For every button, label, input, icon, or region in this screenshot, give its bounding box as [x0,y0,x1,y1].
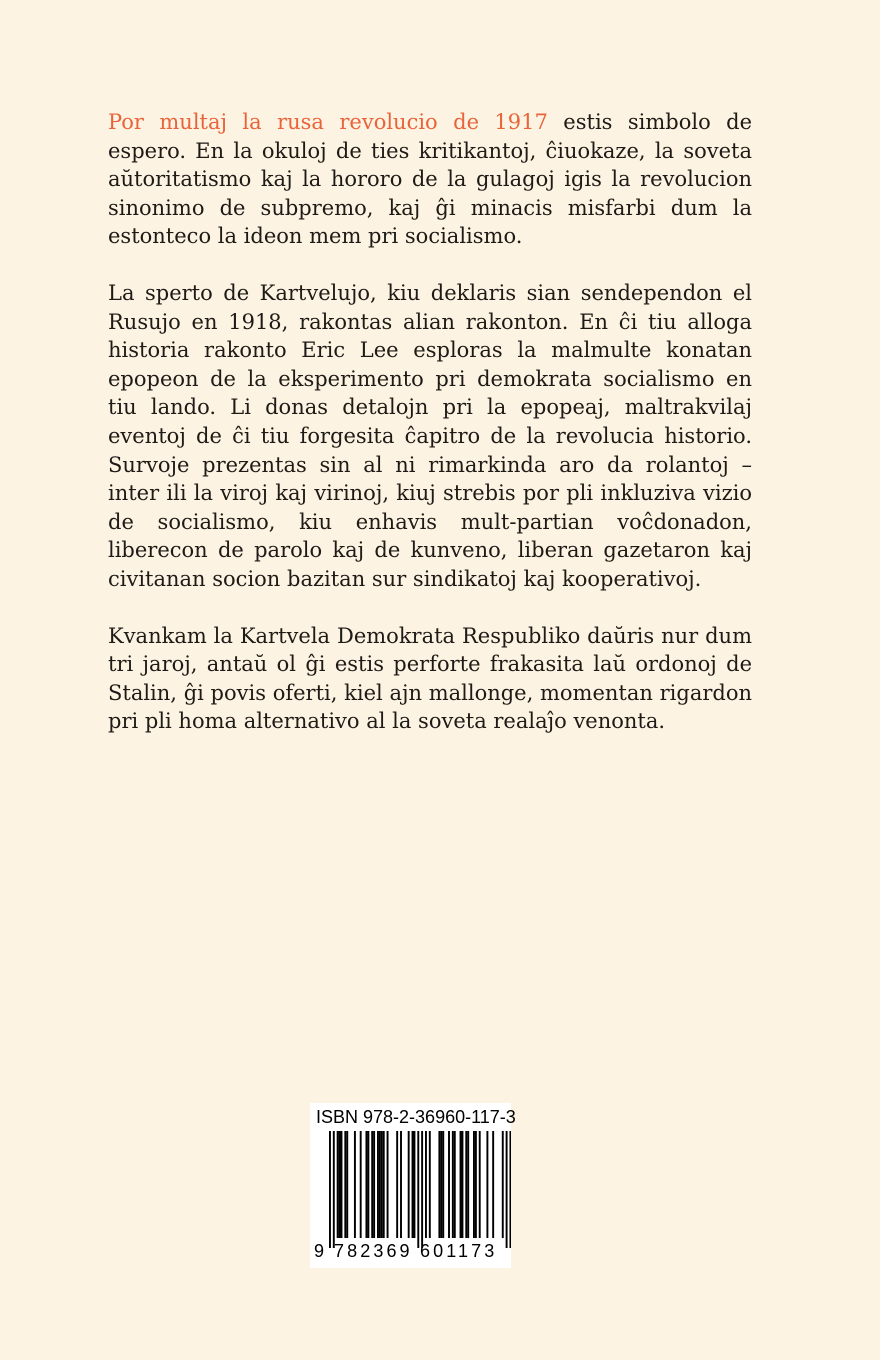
barcode-bar [460,1131,462,1238]
barcode-bar [383,1131,385,1238]
barcode-guard-bar [421,1131,423,1248]
barcode-lead-digit: 9 [314,1241,325,1261]
barcode-bar [360,1131,362,1238]
blurb-paragraph-3: Kvankam la Kartvela Demokrata Respubliko daŭris nur dum tri jaroj, antaŭ ol ĝi estis perforte frakasita laŭ ordonoj de Stalin, ĝi povis oferti, kiel ajn mallonge, momentan rigardon pri pli homa alternativo al la soveta realaĵo venonta. [108,623,752,734]
barcode-bar [438,1131,440,1238]
blurb-highlight: Por multaj la rusa revolucio de 1917 [108,110,548,134]
barcode-guard-bar [333,1131,335,1248]
barcode-bar [396,1131,398,1238]
barcode-bar [346,1131,348,1238]
barcode-guard-bar [509,1131,511,1248]
barcode-bar [412,1131,414,1238]
barcode-bar [341,1131,343,1238]
barcode-bar [413,1131,415,1238]
barcode-bar [367,1131,369,1238]
barcode-bar [365,1131,367,1238]
barcode-bar [344,1131,346,1238]
barcode-guard-bar [329,1131,331,1248]
barcode-bar [354,1131,356,1238]
barcode-bar [473,1131,475,1238]
barcode-bar [448,1131,450,1238]
barcode-bar [377,1131,379,1238]
blurb-paragraph-1-rest: estis simbolo de espero. En la okuloj de ties kritikantoj, ĉiuokaze, la soveta aŭtoritatismo kaj la hororo de la gulagoj igis la revolucion sinonimo de subpremo, kaj ĝi minacis misfarbi dum la estonteco la ideon mem pri socialismo. [108,110,752,249]
barcode-guard-bar [506,1131,508,1248]
barcode-bar [475,1131,477,1238]
barcode-bar [379,1131,381,1238]
blurb-text [108,108,752,764]
barcode-bar [442,1131,444,1238]
barcode-bar [381,1131,383,1238]
barcode-bar [465,1131,467,1238]
barcode-bar [339,1131,341,1238]
barcode-bar [408,1131,410,1238]
barcode-bar [486,1131,488,1238]
barcode-bar [440,1131,442,1238]
barcode-bar [502,1131,504,1238]
barcode-box [310,1103,516,1268]
barcode-bar [373,1131,375,1238]
barcode-bar [337,1131,339,1238]
barcode-bar [371,1131,373,1238]
barcode-bar [492,1131,494,1238]
barcode-bar [429,1131,431,1238]
barcode-bar [387,1131,389,1238]
blurb-paragraph-1 [108,108,752,251]
barcode-bar [461,1131,463,1238]
barcode-bar [467,1131,469,1238]
barcode-left-digits: 782369 [334,1241,413,1261]
barcode-right-digits: 601173 [420,1241,498,1261]
isbn-label: ISBN 978-2-36960-117-3 [316,1107,516,1127]
barcode-bar [400,1131,402,1238]
barcode-bar [479,1131,481,1238]
barcode-guard-bar [417,1131,419,1248]
barcode-bar [454,1131,456,1238]
barcode-bar [425,1131,427,1238]
barcode-bar [452,1131,454,1238]
blurb-paragraph-2: La sperto de Kartvelujo, kiu deklaris sian sendependon el Rusujo en 1918, rakontas alian rakonton. En ĉi tiu alloga historia rakonto Eric Lee esploras la malmulte konatan epopeon de la eksperimento pri demokrata socialismo en tiu lando. Li donas detalojn pri la epopeaj, maltrakvilaj eventoj de ĉi tiu forgesita ĉapitro de la revolucia historio. Survoje prezentas sin al ni rimarkinda aro da rolantoj – inter ili la viroj kaj virinoj, kiuj strebis por pli inkluziva vizio de socialismo, kiu enhavis mult-partian voĉdonadon, liberecon de parolo kaj de kunveno, liberan gazetaron kaj civitanan socion bazitan sur sindikatoj kaj kooperativoj. [108,280,752,591]
